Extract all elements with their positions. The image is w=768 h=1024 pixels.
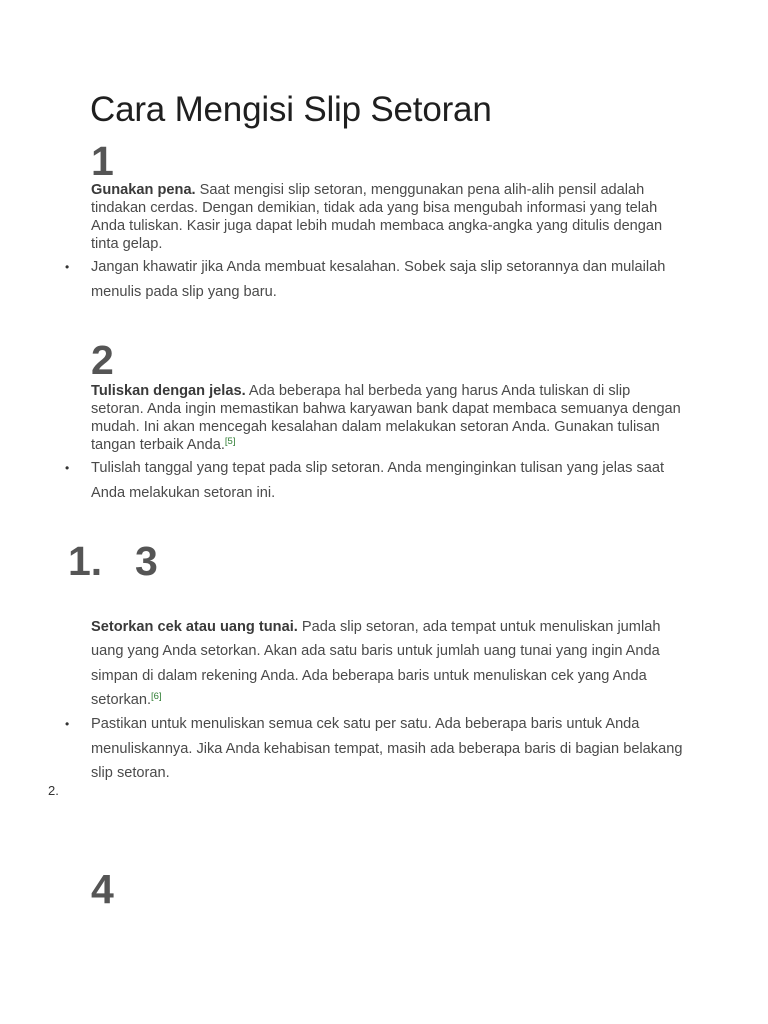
bullet-dot-icon: • [65, 461, 70, 475]
step-number: 1 [91, 138, 114, 184]
bullet-text: Jangan khawatir jika Anda membuat kesalahan. Sobek saja slip setorannya dan mulailah menulis pada slip yang baru. [91, 259, 666, 300]
reference-link[interactable]: [6] [151, 690, 162, 702]
step-bullet [65, 712, 683, 786]
bullet-text: Pastikan untuk menuliskan semua cek satu per satu. Ada beberapa baris untuk Anda menuliskannya. Jika Anda kehabisan tempat, masih ada beberapa baris di bagian belakang slip setoran. [91, 716, 683, 782]
step-heading: Tuliskan dengan jelas. [91, 383, 246, 399]
step-text: Saat mengisi slip setoran, menggunakan pena alih-alih pensil adalah tindakan cerdas. Dengan demikian, tidak ada yang bisa mengubah informasi yang telah Anda tuliskan. Kasir juga dapat lebih mudah membaca angka-angka yang ditulis dengan tinta gelap. [91, 182, 663, 252]
step-bullet [65, 456, 683, 505]
step-number: 3 [135, 538, 158, 584]
step-text: Pada slip setoran, ada tempat untuk menuliskan jumlah uang yang Anda setorkan. Akan ada satu baris untuk jumlah uang tunai yang ingin Anda simpan di dalam rekening Anda. Ada beberapa baris untuk menuliskan cek yang Anda setorkan. [91, 619, 661, 708]
reference-link[interactable]: [5] [224, 436, 236, 447]
list-marker: 1. [68, 538, 103, 584]
step-number: 4 [91, 866, 114, 912]
step-heading: Setorkan cek atau uang tunai. [91, 619, 298, 635]
bullet-text: Tulislah tanggal yang tepat pada slip setoran. Anda menginginkan tulisan yang jelas saat Anda melakukan setoran ini. [91, 460, 665, 501]
page-title: Cara Mengisi Slip Setoran [90, 90, 492, 129]
step-bullet [65, 255, 683, 304]
step-heading: Gunakan pena. [91, 182, 196, 198]
step-paragraph [91, 615, 683, 712]
bullet-dot-icon: • [65, 717, 70, 731]
bullet-dot-icon: • [65, 260, 70, 274]
step-paragraph [91, 181, 683, 253]
step-paragraph [91, 382, 683, 454]
step-text: Ada beberapa hal berbeda yang harus Anda tuliskan di slip setoran. Anda ingin memastikan bahwa karyawan bank dapat membaca semuanya dengan mudah. Ini akan mencegah kesalahan dalam melakukan setoran Anda. Gunakan tulisan tangan terbaik Anda. [91, 383, 681, 453]
list-marker: 2. [48, 783, 59, 798]
step-number: 2 [91, 337, 114, 383]
